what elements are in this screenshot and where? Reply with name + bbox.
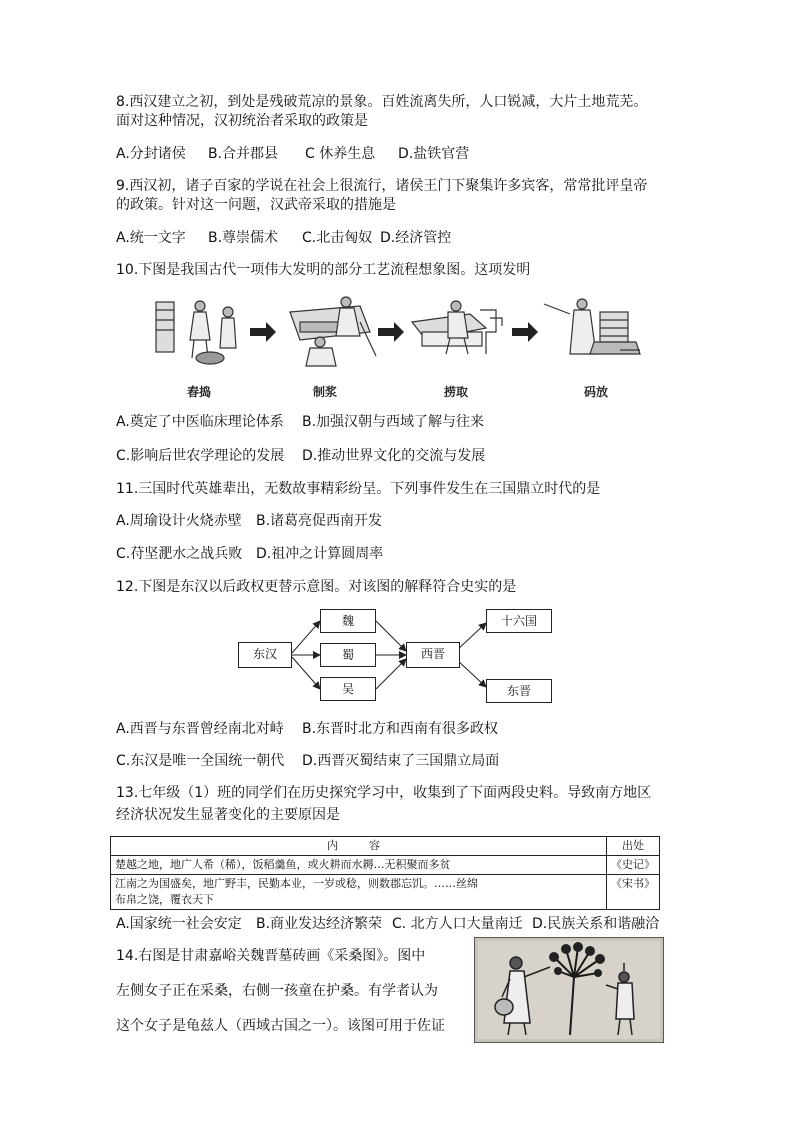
arrow-right-icon [378, 322, 404, 342]
table-header-row [111, 837, 660, 856]
q9-option-d[interactable]: D.经济管控 [380, 230, 452, 246]
diagram-node-sixteen-kingdoms: 十六国 [486, 609, 552, 633]
q9-stem-line1: 9.西汉初，诸子百家的学说在社会上很流行，诸侯王门下聚集许多宾客，常常批评皇帝 [116, 178, 648, 194]
table-cell-content-line2: 布帛之饶，覆衣天下 [115, 893, 214, 906]
q8-option-d[interactable]: D.盐铁官营 [398, 146, 470, 162]
table-cell-content: 楚越之地，地广人希（稀），饭稻羹鱼，或火耕而水耨…无积聚而多贫 [111, 856, 607, 875]
q13-option-a[interactable]: A.国家统一社会安定 [116, 916, 242, 932]
table-header-content: 内 容 [111, 837, 607, 856]
scooping-scene-icon [412, 301, 502, 354]
q10-option-c[interactable]: C.影响后世农学理论的发展 [116, 448, 285, 464]
arrow-right-icon [512, 322, 538, 342]
arrow-right-icon [250, 322, 276, 342]
q14-line1: 14.右图是甘肃嘉峪关魏晋墓砖画《采桑图》。图中 [116, 948, 426, 964]
table-cell-source: 《宋书》 [607, 875, 660, 910]
diagram-node-western-jin: 西晋 [406, 642, 460, 668]
q9-option-c[interactable]: C.北击匈奴 [302, 230, 373, 246]
step-label-scooping: 捞取 [444, 385, 469, 399]
q8-option-c[interactable]: C 休养生息 [305, 146, 376, 162]
q8-stem-line1: 8.西汉建立之初，到处是残破荒凉的景象。百姓流离失所，人口锐减，大片土地荒芜。 [116, 94, 648, 110]
q8-option-b[interactable]: B.合并郡县 [208, 146, 279, 162]
diagram-node-eastern-han: 东汉 [238, 642, 292, 668]
source-table [110, 836, 660, 910]
q12-option-b[interactable]: B.东晋时北方和西南有很多政权 [302, 721, 499, 737]
table-header-source: 出处 [607, 837, 660, 856]
diagram-node-wei: 魏 [320, 609, 376, 633]
q11-option-a[interactable]: A.周瑜设计火烧赤壁 [116, 513, 242, 529]
q8-option-a[interactable]: A.分封诸侯 [116, 146, 186, 162]
table-row [111, 856, 660, 875]
q10-option-a[interactable]: A.奠定了中医临床理论体系 [116, 414, 284, 430]
table-cell-content [111, 875, 607, 910]
mulberry-picking-mural-image [474, 937, 664, 1043]
q13-stem-line1: 13.七年级（1）班的同学们在历史探究学习中，收集到了下面两段史料。导致南方地区 [116, 785, 652, 801]
q11-stem: 11.三国时代英雄辈出，无数故事精彩纷呈。下列事件发生在三国鼎立时代的是 [116, 481, 601, 497]
q12-option-d[interactable]: D.西晋灭蜀结束了三国鼎立局面 [302, 753, 500, 769]
papermaking-process-illustration [150, 292, 650, 372]
q11-option-b[interactable]: B.诸葛亮促西南开发 [256, 513, 383, 529]
step-label-stacking: 码放 [584, 385, 609, 399]
q10-option-d[interactable]: D.推动世界文化的交流与发展 [302, 448, 486, 464]
q13-stem-line2: 经济状况发生显著变化的主要原因是 [116, 807, 340, 823]
table-row [111, 875, 660, 910]
q9-option-a[interactable]: A.统一文字 [116, 230, 186, 246]
step-label-pulping: 制浆 [313, 385, 338, 399]
q12-option-a[interactable]: A.西晋与东晋曾经南北对峙 [116, 721, 284, 737]
q10-stem: 10.下图是我国古代一项伟大发明的部分工艺流程想象图。这项发明 [116, 262, 531, 278]
q12-stem: 12.下图是东汉以后政权更替示意图。对该图的解释符合史实的是 [116, 579, 517, 595]
diagram-node-shu: 蜀 [320, 643, 376, 667]
q14-line3: 这个女子是龟兹人（西域古国之一）。该图可用于佐证 [116, 1018, 445, 1034]
q11-option-c[interactable]: C.苻坚淝水之战兵败 [116, 546, 243, 562]
stacking-scene-icon [544, 299, 640, 354]
q10-option-b[interactable]: B.加强汉朝与西域了解与往来 [302, 414, 485, 430]
diagram-node-wu: 吴 [320, 677, 376, 701]
table-cell-source: 《史记》 [607, 856, 660, 875]
q14-line2: 左侧女子正在采桑，右侧一孩童在护桑。有学者认为 [116, 983, 438, 999]
step-label-pounding: 舂捣 [187, 385, 212, 399]
pulp-making-scene-icon [290, 297, 376, 366]
q8-stem-line2: 面对这种情况，汉初统治者采取的政策是 [116, 113, 368, 129]
q13-option-d[interactable]: D.民族关系和谐融洽 [532, 916, 660, 932]
q13-option-b[interactable]: B.商业发达经济繁荣 [256, 916, 383, 932]
q12-option-c[interactable]: C.东汉是唯一全国统一朝代 [116, 753, 285, 769]
table-cell-content-line1: 江南之为国盛矣，地广野丰，民勤本业，一岁或稔，则数郡忘饥。……丝绵 [115, 877, 478, 890]
q11-option-d[interactable]: D.祖冲之计算圆周率 [256, 546, 384, 562]
pounding-scene-icon [156, 301, 236, 364]
q13-option-c[interactable]: C. 北方人口大量南迁 [392, 916, 523, 932]
q9-stem-line2: 的政策。针对这一问题，汉武帝采取的措施是 [116, 197, 396, 213]
diagram-node-eastern-jin: 东晋 [486, 679, 552, 703]
q9-option-b[interactable]: B.尊崇儒术 [208, 230, 279, 246]
